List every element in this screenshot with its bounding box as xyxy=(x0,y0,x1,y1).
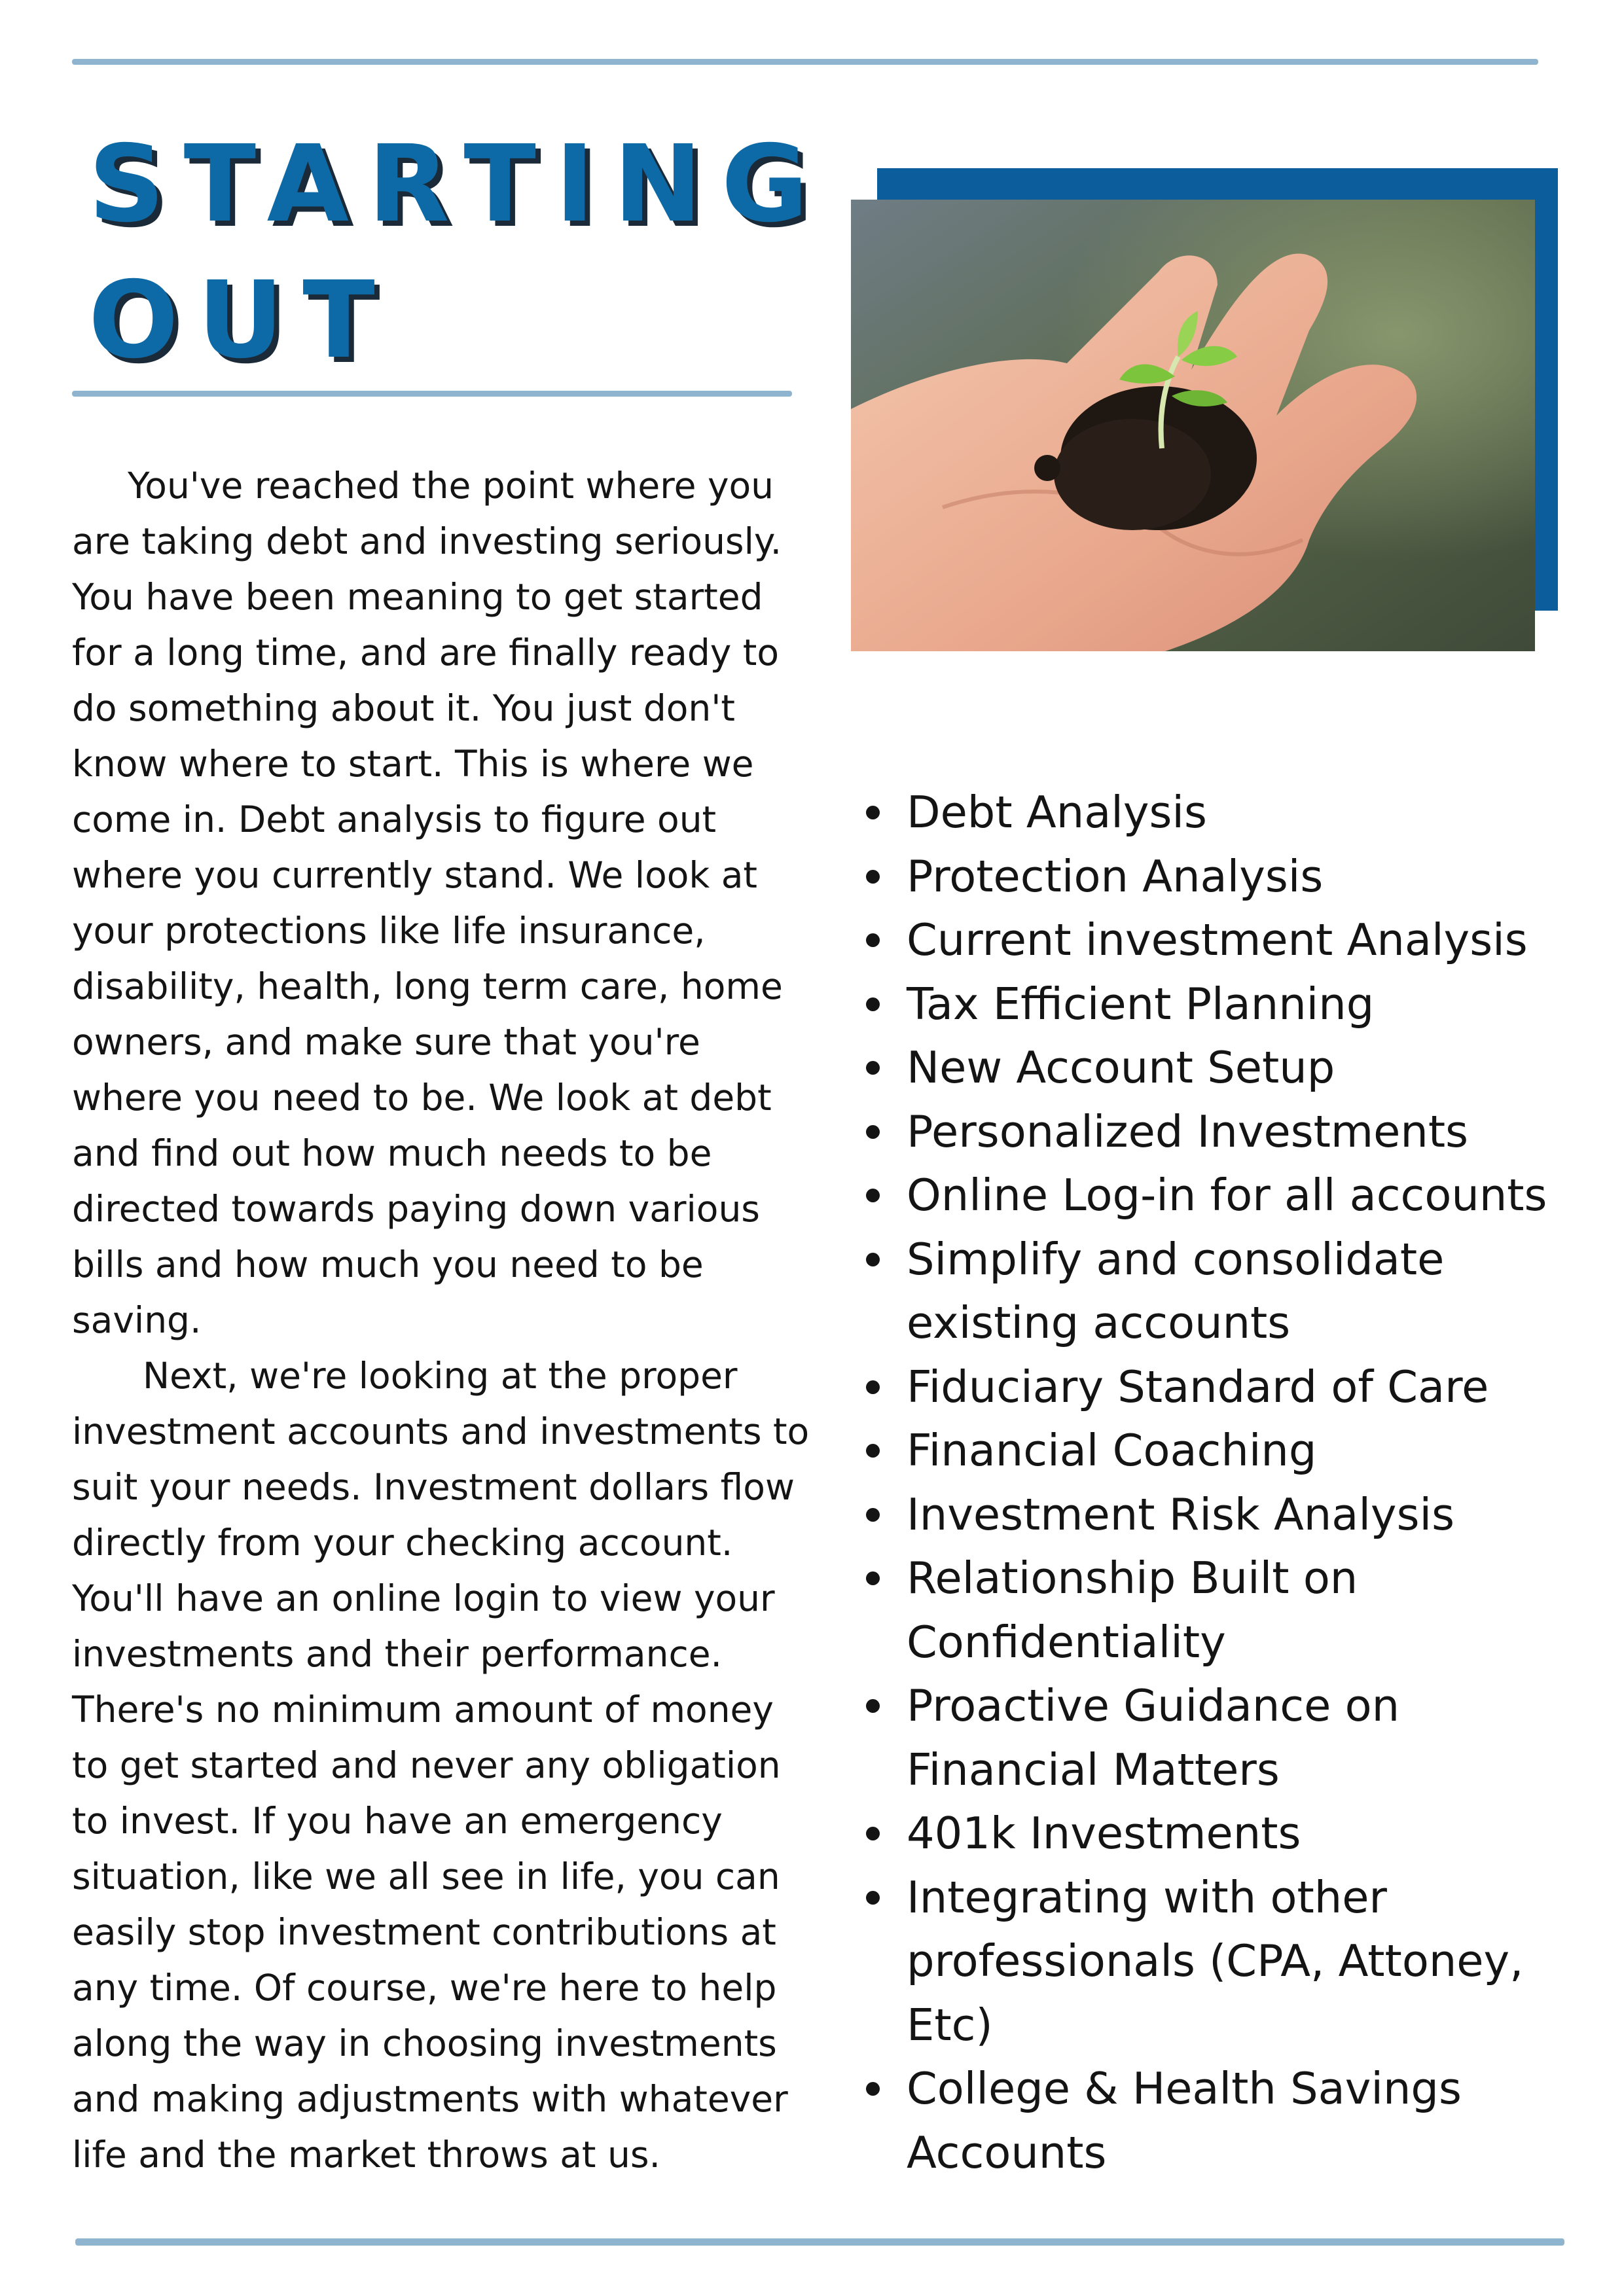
list-item: Relationship Built on Confidentiality xyxy=(861,1547,1555,1674)
list-item: Financial Coaching xyxy=(861,1419,1555,1483)
title-line-2: OUT xyxy=(88,259,394,382)
top-divider xyxy=(72,59,1538,65)
list-item: Debt Analysis xyxy=(861,781,1555,845)
list-item: Personalized Investments xyxy=(861,1100,1555,1164)
seedling-photo xyxy=(851,200,1535,651)
page-title xyxy=(88,117,827,389)
intro-paragraph-1: You've reached the point where you are taking debt and investing seriously. You have been meaning to get started for a long time, and are finally ready to do something about it. You just don't know where to start. This is where we come in. Debt analysis to figure out where you currently stand. We look at your protections like life insurance, disability, health, long term care, home owners, and make sure that you're where you need to be. We look at debt and find out how much needs to be directed towards paying down various bills and how much you need to be saving. xyxy=(72,465,783,1341)
list-item: College & Health Savings Accounts xyxy=(861,2057,1555,2185)
intro-text xyxy=(72,458,812,2183)
list-item: New Account Setup xyxy=(861,1036,1555,1100)
list-item: Proactive Guidance on Financial Matters xyxy=(861,1674,1555,1802)
list-item: Tax Efficient Planning xyxy=(861,973,1555,1037)
list-item: Investment Risk Analysis xyxy=(861,1483,1555,1547)
list-item: Fiduciary Standard of Care xyxy=(861,1355,1555,1420)
intro-paragraph-2: Next, we're looking at the proper investment accounts and investments to suit your needs. Investment dollars flow directly from your checking account. You'll have an online login to view your investments and their performance. There's no minimum amount of money to get started and never any obligation to invest. If you have an emergency situation, like we all see in life, you can easily stop investment contributions at any time. Of course, we're here to help along the way in choosing investments and making adjustments with whatever life and the market throws at us. xyxy=(72,1355,810,2176)
title-divider xyxy=(72,391,792,397)
hand-seedling-illustration xyxy=(851,200,1535,651)
list-item: Online Log-in for all accounts xyxy=(861,1164,1555,1228)
list-item: Protection Analysis xyxy=(861,845,1555,909)
list-item: Simplify and consolidate existing accounts xyxy=(861,1228,1555,1355)
list-item: Current investment Analysis xyxy=(861,908,1555,973)
title-line-1: STARTING xyxy=(88,123,827,246)
list-item: Integrating with other professionals (CPA, Attoney, Etc) xyxy=(861,1866,1555,2058)
bottom-divider xyxy=(75,2238,1564,2246)
list-item: 401k Investments xyxy=(861,1802,1555,1866)
services-list xyxy=(861,781,1555,2185)
